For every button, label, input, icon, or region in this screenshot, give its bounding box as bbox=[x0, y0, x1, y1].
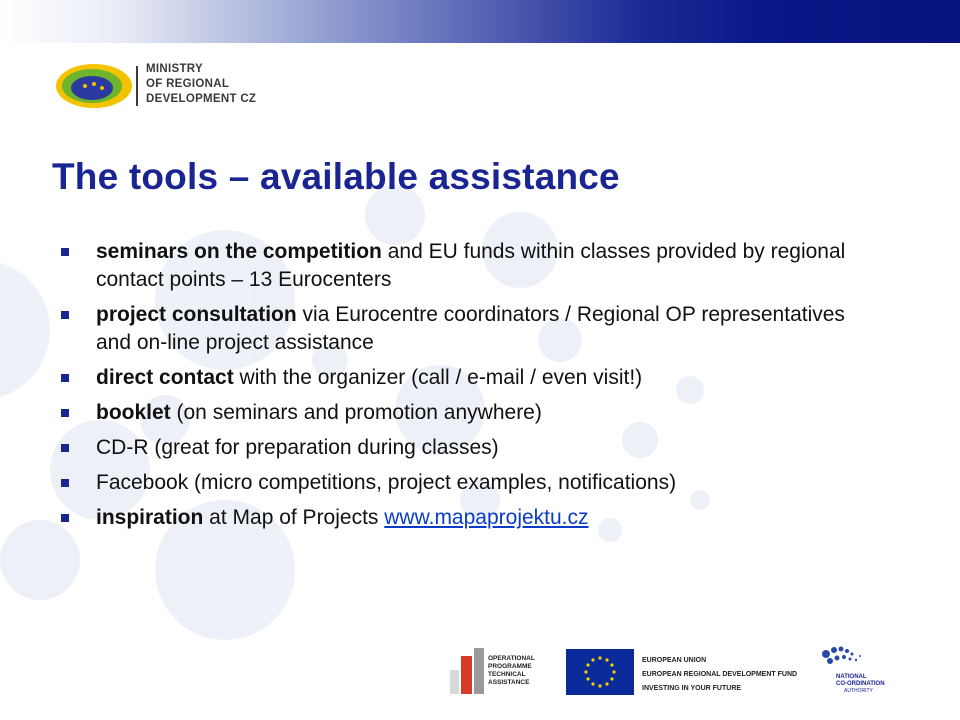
svg-text:INVESTING IN YOUR FUTURE: INVESTING IN YOUR FUTURE bbox=[642, 685, 742, 692]
ministry-name: MINISTRY OF REGIONAL DEVELOPMENT CZ bbox=[146, 63, 257, 105]
bullet-icon bbox=[61, 248, 69, 256]
svg-text:OPERATIONAL: OPERATIONAL bbox=[488, 655, 535, 662]
list-item: booklet (on seminars and promotion anywhere) bbox=[58, 399, 858, 427]
list-item: inspiration at Map of Projects www.mapaprojektu.cz bbox=[58, 504, 858, 532]
bullet-icon bbox=[61, 311, 69, 319]
svg-text:EUROPEAN UNION: EUROPEAN UNION bbox=[642, 657, 707, 664]
op-ta-logo bbox=[450, 648, 535, 694]
bullet-icon bbox=[61, 479, 69, 487]
nca-logo bbox=[822, 647, 885, 695]
bullet-list bbox=[58, 238, 858, 539]
eu-flag bbox=[566, 649, 634, 695]
list-item: project consultation via Eurocentre coordinators / Regional OP representatives and on-line project assistance bbox=[58, 301, 858, 357]
list-item: direct contact with the organizer (call / e-mail / even visit!) bbox=[58, 364, 858, 392]
bullet-icon bbox=[61, 514, 69, 522]
svg-text:NATIONAL: NATIONAL bbox=[836, 674, 867, 680]
svg-text:TECHNICAL: TECHNICAL bbox=[488, 671, 526, 678]
list-item: seminars on the competition and EU funds within classes provided by regional contact points – 13 Eurocenters bbox=[58, 238, 858, 294]
list-item: CD-R (great for preparation during classes) bbox=[58, 434, 858, 462]
slide-title: The tools – available assistance bbox=[52, 156, 620, 197]
bullet-icon bbox=[61, 444, 69, 452]
bullet-icon bbox=[61, 409, 69, 417]
svg-text:PROGRAMME: PROGRAMME bbox=[488, 663, 532, 670]
eu-fund-text bbox=[642, 657, 797, 692]
map-of-projects-link[interactable]: www.mapaprojektu.cz bbox=[384, 506, 589, 529]
svg-text:EUROPEAN REGIONAL DEVELOPMENT: EUROPEAN REGIONAL DEVELOPMENT FUND bbox=[642, 671, 798, 678]
list-item: Facebook (micro competitions, project examples, notifications) bbox=[58, 469, 858, 497]
footer-logos bbox=[446, 640, 916, 700]
svg-text:AUTHORITY: AUTHORITY bbox=[844, 688, 873, 694]
bullet-icon bbox=[61, 374, 69, 382]
svg-text:CO-ORDINATION: CO-ORDINATION bbox=[836, 681, 885, 687]
svg-text:ASSISTANCE: ASSISTANCE bbox=[488, 679, 530, 686]
